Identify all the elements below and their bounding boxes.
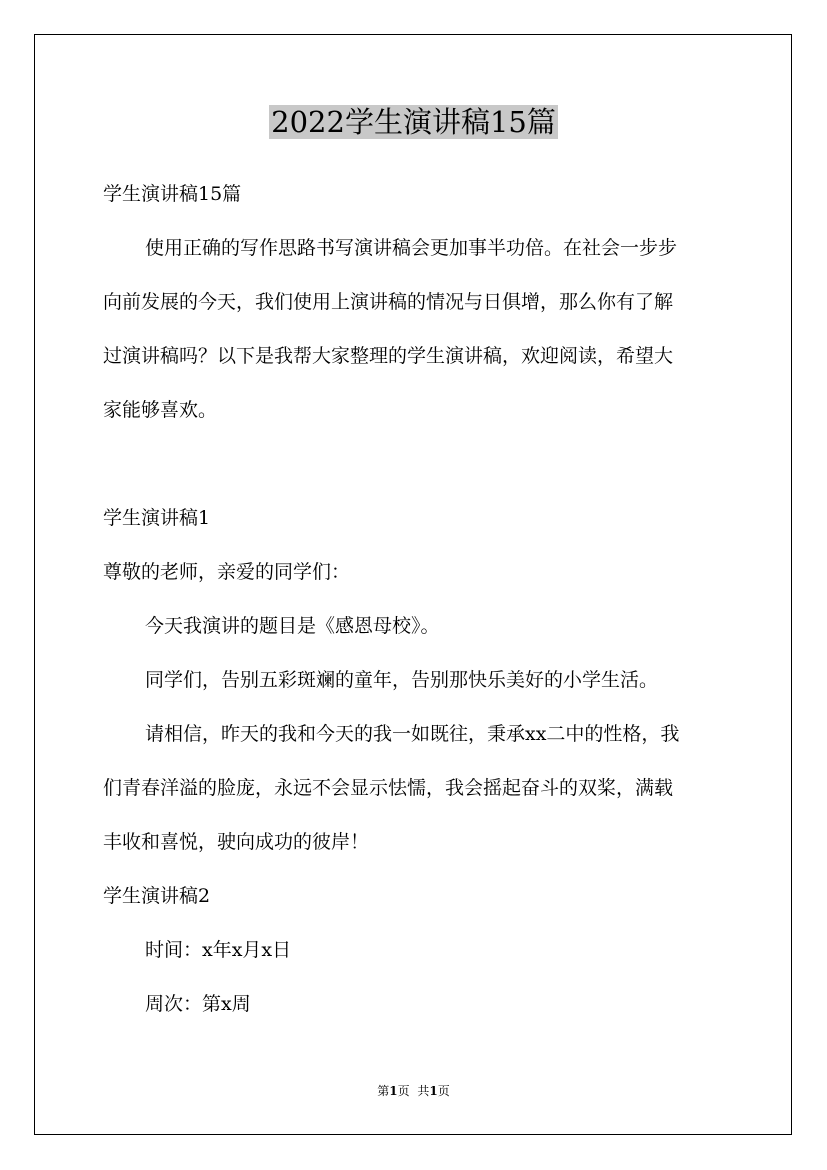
paragraph-line: 使用正确的写作思路书写演讲稿会更加事半功倍。在社会一步步	[145, 237, 678, 259]
salutation-line: 尊敬的老师，亲爱的同学们：	[103, 561, 351, 583]
paragraph-line: 周次：第x周	[145, 993, 251, 1015]
footer-total-number: 1	[429, 1084, 438, 1098]
page-footer	[0, 1083, 827, 1099]
paragraph-line: 请相信，昨天的我和今天的我一如既往，秉承xx二中的性格，我	[145, 723, 680, 745]
footer-page-number: 1	[389, 1084, 398, 1098]
paragraph-line: 今天我演讲的题目是《感恩母校》。	[145, 615, 440, 637]
subtitle-line: 学生演讲稿15篇	[103, 183, 242, 205]
footer-page-prefix: 第	[377, 1084, 390, 1098]
footer-total-prefix: 共	[417, 1084, 430, 1098]
section-heading: 学生演讲稿2	[103, 885, 211, 907]
title-text: 2022学生演讲稿15篇	[271, 105, 556, 139]
paragraph-line: 家能够喜欢。	[103, 399, 218, 421]
document-title	[0, 102, 827, 142]
paragraph-line: 向前发展的今天，我们使用上演讲稿的情况与日俱增，那么你有了解	[103, 291, 674, 313]
footer-page-suffix: 页	[397, 1084, 410, 1098]
paragraph-line: 丰收和喜悦，驶向成功的彼岸！	[103, 831, 370, 853]
paragraph-line: 时间：x年x月x日	[145, 939, 292, 961]
paragraph-line: 过演讲稿吗？以下是我帮大家整理的学生演讲稿，欢迎阅读，希望大	[103, 345, 674, 367]
section-heading: 学生演讲稿1	[103, 507, 211, 529]
paragraph-line: 们青春洋溢的脸庞，永远不会显示怯懦，我会摇起奋斗的双桨，满载	[103, 777, 674, 799]
footer-total-suffix: 页	[437, 1084, 450, 1098]
paragraph-line: 同学们，告别五彩斑斓的童年，告别那快乐美好的小学生活。	[145, 669, 659, 691]
